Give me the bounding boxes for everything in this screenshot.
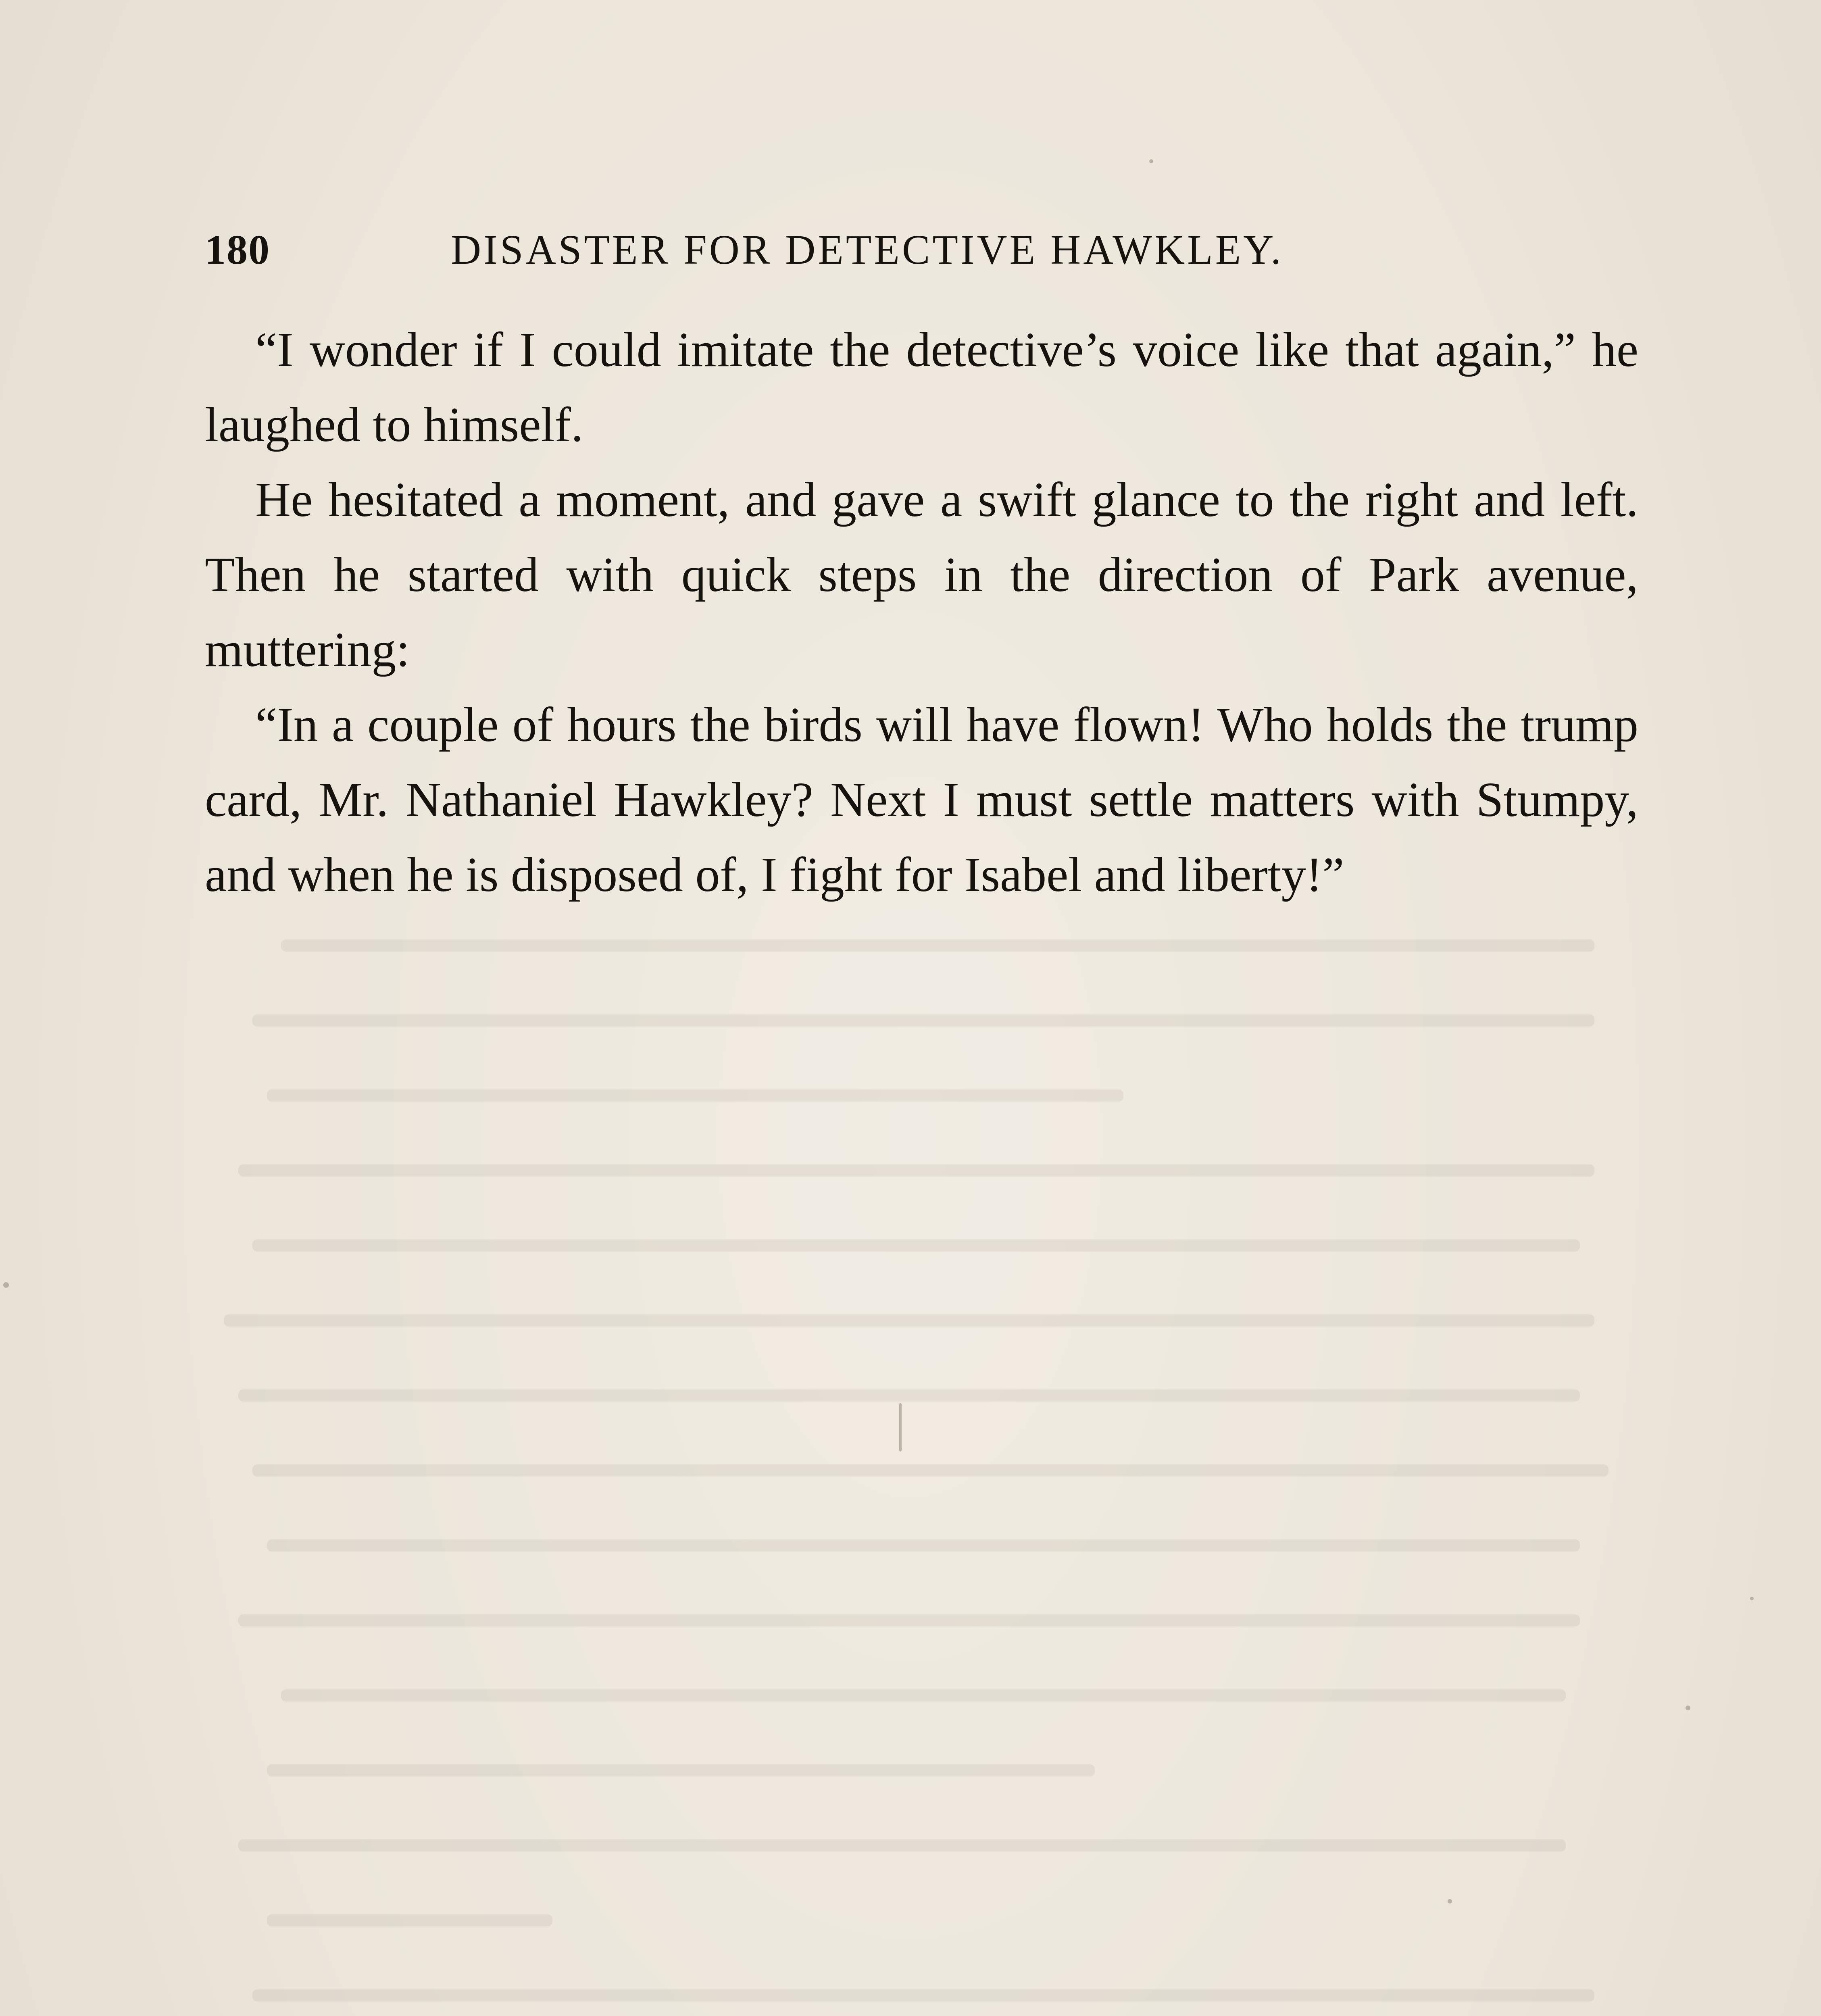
paper-speckle <box>1750 1597 1754 1600</box>
running-head: DISASTER FOR DETECTIVE HAWKLEY. <box>451 227 1284 273</box>
page-number: 180 <box>205 227 270 273</box>
page-header <box>205 226 1640 282</box>
paragraph: He hesitated a moment, and gave a swift glance to the right and left. Then he started with quick steps in the direction of Park avenue, muttering: <box>205 473 1638 677</box>
bleed-through-text <box>210 939 1637 2016</box>
paragraph: “In a couple of hours the birds will have flown! Who holds the trump card, Mr. Nathaniel Hawkley? Next I must settle matters with Stumpy, and when he is disposed of, I fight for Isabel and liberty!” <box>205 698 1638 902</box>
body-text <box>205 312 1638 912</box>
paragraph: “I wonder if I could imitate the detective’s voice like that again,” he laughed to himself. <box>205 323 1638 452</box>
paper-speckle <box>3 1282 9 1288</box>
paper-speckle <box>1149 159 1153 163</box>
paper-speckle <box>1686 1706 1690 1710</box>
